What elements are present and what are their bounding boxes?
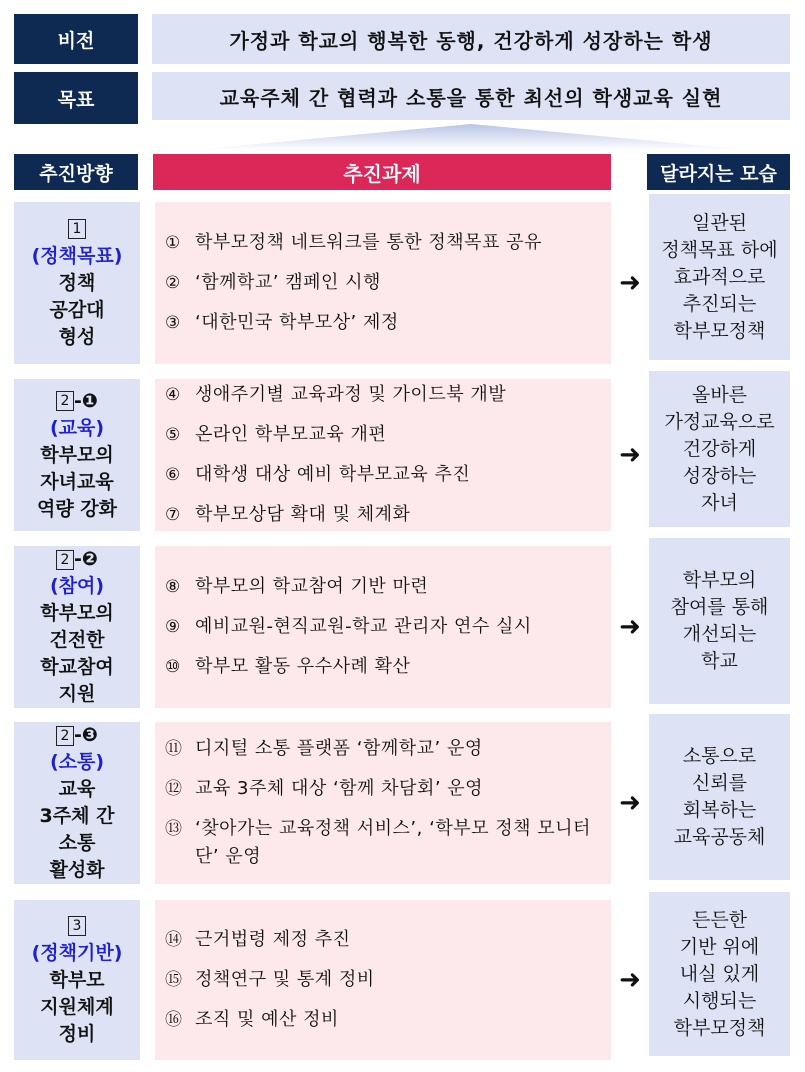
direction-box [14, 722, 140, 884]
task-text: 학부모 활동 우수사례 확산 [195, 656, 411, 677]
direction-title-line: 활성화 [49, 859, 105, 881]
outcome-box [649, 194, 790, 360]
tasks-box [155, 900, 611, 1060]
direction-number-box: 2 [56, 726, 74, 746]
direction-title-line: 학부모의 [40, 443, 114, 466]
right-arrow-icon: ➜ [619, 788, 641, 818]
outcome-line: 학부모정책 [673, 319, 766, 342]
outcome-line: 내실 있게 [679, 962, 760, 985]
direction-number [56, 722, 98, 749]
task-number: ⑫ [165, 779, 182, 799]
task-number: ① [165, 233, 181, 253]
task-item [165, 573, 611, 601]
direction-number-suffix: -❸ [74, 724, 98, 746]
direction-title-line: 3주체 간 [39, 805, 115, 827]
outcome-line: 회복하는 [682, 799, 757, 821]
outcome-line: 교육공동체 [673, 826, 766, 848]
direction-title-line: 소통 [58, 832, 96, 854]
direction-title-line: 학부모의 [40, 602, 114, 624]
direction-number [56, 546, 98, 573]
direction-box [14, 900, 140, 1060]
task-text: 교육 3주체 대상 ‘함께 차담회’ 운영 [195, 778, 484, 799]
goal-text: 교육주체 간 협력과 소통을 통한 최선의 학생교육 실현 [152, 72, 790, 120]
task-text: 학부모의 학교참여 기반 마련 [195, 576, 429, 597]
outcome-line: 자녀 [701, 491, 738, 514]
tasks-box [155, 722, 611, 884]
column-header-direction: 추진방향 [14, 154, 138, 190]
outcome-box [649, 892, 790, 1056]
outcome-box [649, 538, 790, 704]
direction-box [14, 546, 140, 708]
task-text: 온라인 학부모교육 개편 [195, 424, 387, 445]
column-header-outcome: 달라지는 모습 [647, 154, 790, 190]
direction-number [56, 388, 98, 415]
outcome-line: 올바른 [691, 383, 748, 406]
task-number: ⑪ [165, 739, 182, 759]
outcome-line: 신뢰를 [691, 772, 748, 794]
direction-title-line: 정비 [58, 1022, 96, 1045]
direction-number [68, 913, 86, 940]
task-number: ⑦ [165, 505, 181, 525]
outcome-line: 추진되는 [682, 292, 757, 315]
direction-category: (소통) [49, 751, 105, 773]
task-text: 예비교원-현직교원-학교 관리자 연수 실시 [195, 616, 532, 637]
task-item [165, 1006, 611, 1034]
direction-title-line: 지원 [58, 683, 96, 705]
outcome-line: 시행되는 [682, 989, 757, 1012]
task-text: 학부모상담 확대 및 체계화 [195, 504, 411, 525]
up-arrow-graphic [152, 122, 790, 152]
tasks-box [155, 202, 611, 364]
task-text: 대학생 대상 예비 학부모교육 추진 [195, 464, 471, 485]
direction-title-line: 역량 강화 [36, 497, 118, 520]
task-item [165, 926, 611, 954]
task-text: ‘함께학교’ 캠페인 시행 [195, 272, 381, 293]
outcome-line: 정책목표 하에 [661, 238, 778, 261]
task-number: ⑬ [165, 819, 182, 839]
outcome-line: 학교 [701, 650, 738, 672]
outcome-line: 참여를 통해 [670, 596, 769, 618]
task-text: 정책연구 및 통계 정비 [195, 969, 375, 990]
outcome-line: 건강하게 [682, 437, 757, 460]
task-text: 근거법령 제정 추진 [195, 929, 351, 950]
direction-number-box: 3 [68, 916, 86, 936]
outcome-line: 성장하는 [682, 464, 757, 487]
task-item [165, 966, 611, 994]
direction-title-line: 정책 [58, 271, 96, 294]
task-text: 학부모정책 네트워크를 통한 정책목표 공유 [195, 232, 542, 253]
outcome-box [649, 714, 790, 880]
outcome-line: 든든한 [691, 908, 748, 931]
direction-title-line: 학부모 [49, 968, 105, 991]
direction-number-box: 1 [68, 219, 86, 239]
task-item [165, 309, 611, 337]
vision-label: 비전 [14, 14, 138, 64]
direction-box [14, 379, 140, 531]
task-number: ③ [165, 313, 181, 333]
task-number: ② [165, 273, 181, 293]
direction-category: (교육) [49, 416, 105, 439]
outcome-line: 기반 위에 [679, 935, 760, 958]
direction-title-line: 지원체계 [40, 995, 114, 1018]
column-header-tasks: 추진과제 [153, 154, 611, 190]
goal-label: 목표 [14, 72, 138, 124]
task-item [165, 421, 611, 449]
direction-number [68, 216, 86, 243]
direction-number-box: 2 [56, 550, 74, 570]
task-item [165, 653, 611, 681]
outcome-line: 개선되는 [682, 623, 757, 645]
task-number: ⑥ [165, 465, 181, 485]
direction-title-line: 학교참여 [40, 656, 114, 678]
task-number: ⑤ [165, 425, 181, 445]
task-item [165, 269, 611, 297]
direction-box [14, 202, 140, 364]
direction-category: (정책목표) [31, 244, 123, 267]
direction-number-suffix: -❶ [74, 389, 98, 412]
task-item [165, 775, 611, 803]
task-text: ‘대한민국 학부모상’ 제정 [195, 312, 399, 333]
task-item [165, 461, 611, 489]
task-item [165, 613, 611, 641]
direction-title-line: 자녀교육 [40, 470, 114, 493]
right-arrow-icon: ➜ [619, 440, 641, 470]
task-item [165, 381, 611, 409]
direction-number-box: 2 [56, 391, 74, 411]
task-text: 생애주기별 교육과정 및 가이드북 개발 [195, 384, 507, 405]
direction-category: (참여) [49, 575, 105, 597]
right-arrow-icon: ➜ [619, 268, 641, 298]
right-arrow-icon: ➜ [619, 965, 641, 995]
direction-title-line: 형성 [58, 325, 96, 348]
outcome-line: 일관된 [691, 211, 748, 234]
task-number: ⑨ [165, 617, 181, 637]
task-text: 디지털 소통 플랫폼 ‘함께학교’ 운영 [195, 738, 483, 759]
direction-title-line: 교육 [58, 778, 96, 800]
task-item [165, 815, 611, 871]
task-item [165, 229, 611, 257]
task-text: ‘찾아가는 교육정책 서비스’, ‘학부모 정책 모니터단’ 운영 [195, 818, 591, 867]
outcome-line: 소통으로 [682, 745, 757, 767]
task-item [165, 501, 611, 529]
direction-title-line: 공감대 [49, 298, 105, 321]
task-number: ⑧ [165, 577, 181, 597]
outcome-line: 학부모의 [682, 569, 757, 591]
direction-category: (정책기반) [31, 941, 123, 964]
vision-text: 가정과 학교의 행복한 동행, 건강하게 성장하는 학생 [152, 14, 790, 64]
tasks-box [155, 379, 611, 531]
outcome-line: 학부모정책 [673, 1016, 766, 1039]
outcome-box [649, 371, 790, 527]
right-arrow-icon: ➜ [619, 612, 641, 642]
task-number: ⑩ [165, 657, 181, 677]
outcome-line: 가정교육으로 [664, 410, 775, 433]
direction-title-line: 건전한 [49, 629, 105, 651]
task-number: ⑯ [165, 1010, 182, 1030]
task-number: ⑮ [165, 970, 182, 990]
task-number: ⑭ [165, 930, 182, 950]
task-item [165, 735, 611, 763]
outcome-line: 효과적으로 [673, 265, 766, 288]
task-text: 조직 및 예산 정비 [195, 1009, 339, 1030]
task-number: ④ [165, 385, 181, 405]
tasks-box [155, 546, 611, 708]
direction-number-suffix: -❷ [74, 548, 98, 570]
